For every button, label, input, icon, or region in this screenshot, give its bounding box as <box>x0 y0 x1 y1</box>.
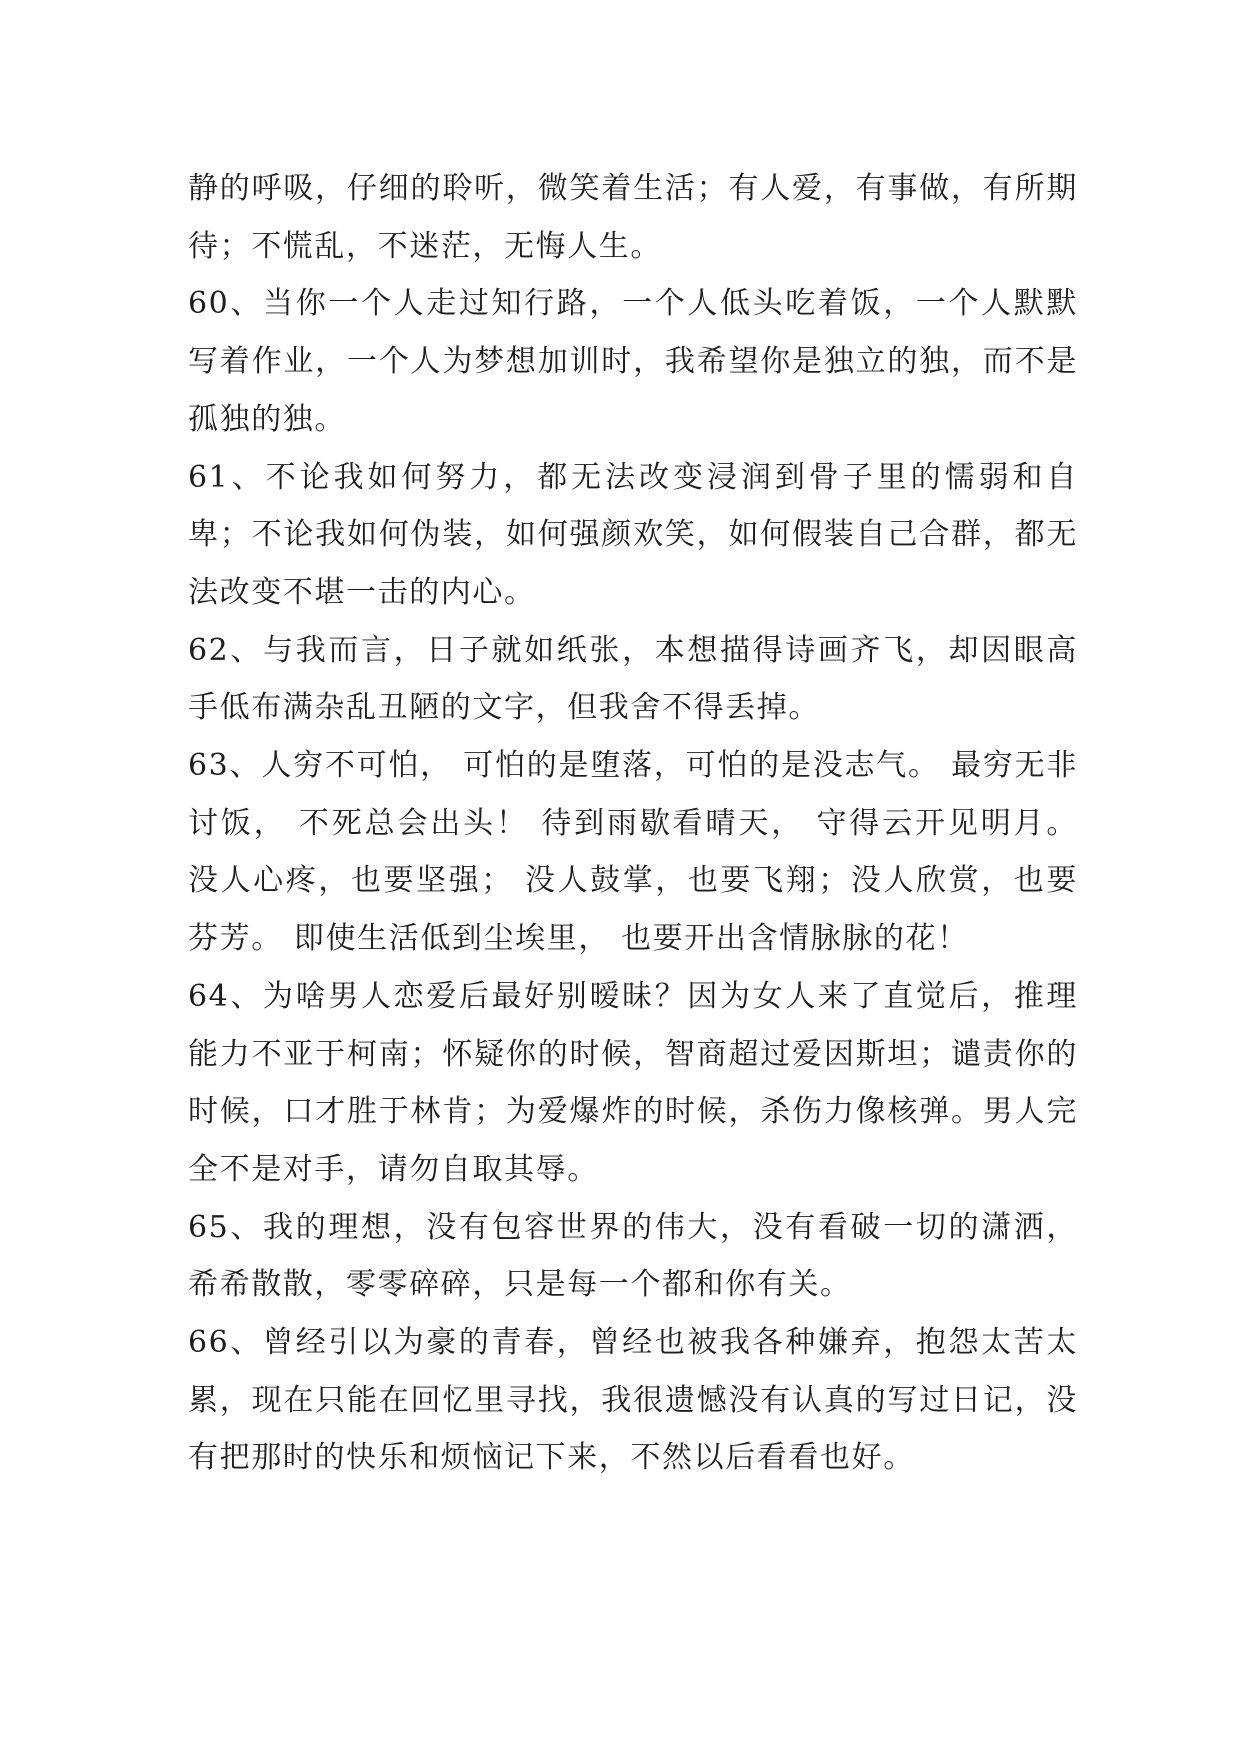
paragraph-60: 60、当你一个人走过知行路，一个人低头吃着饭，一个人默默写着作业，一个人为梦想加训时，我希望你是独立的独，而不是孤独的独。 <box>188 286 1078 437</box>
paragraph-63: 63、人穷不可怕， 可怕的是堕落，可怕的是没志气。 最穷无非讨饭， 不死总会出头！ 待到雨歇看晴天， 守得云开见明月。 没人心疼，也要坚强； 没人鼓掌，也要飞翔；没人欣赏，也要芬芳。 即使生活低到尘埃里， 也要开出含情脉脉的花！ <box>188 748 1078 957</box>
paragraph-59-tail: 静的呼吸，仔细的聆听，微笑着生活；有人爱，有事做，有所期待；不慌乱，不迷茫，无悔人生。 <box>188 171 1078 264</box>
paragraph-61: 61、不论我如何努力，都无法改变浸润到骨子里的懦弱和自卑；不论我如何伪装，如何强颜欢笑，如何假装自己合群，都无法改变不堪一击的内心。 <box>188 459 1078 610</box>
paragraph-62: 62、与我而言，日子就如纸张，本想描得诗画齐飞，却因眼高手低布满杂乱丑陋的文字，但我舍不得丢掉。 <box>188 632 1078 726</box>
paragraph-66: 66、曾经引以为豪的青春，曾经也被我各种嫌弃，抱怨太苦太累，现在只能在回忆里寻找，我很遗憾没有认真的写过日记，没有把那时的快乐和烦恼记下来，不然以后看看也好。 <box>188 1325 1078 1476</box>
document-body <box>188 160 1078 1487</box>
paragraph-64: 64、为啥男人恋爱后最好别暧昧？因为女人来了直觉后，推理能力不亚于柯南；怀疑你的时候，智商超过爱因斯坦；谴责你的时候，口才胜于林肯；为爱爆炸的时候，杀伤力像核弹。男人完全不是对手，请勿自取其辱。 <box>188 978 1078 1187</box>
paragraph-65: 65、我的理想，没有包容世界的伟大，没有看破一切的潇洒，希希散散，零零碎碎，只是每一个都和你有关。 <box>188 1209 1078 1303</box>
